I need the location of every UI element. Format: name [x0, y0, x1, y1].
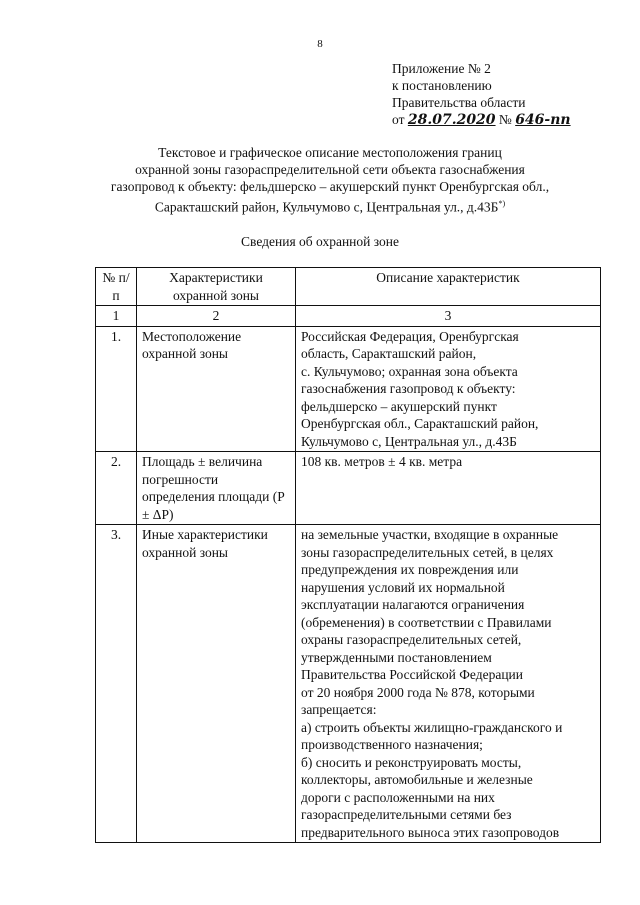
- appendix-number-label: №: [498, 112, 512, 127]
- desc-line: 108 кв. метров ± 4 кв. метра: [301, 454, 463, 469]
- title-line-4: [70, 195, 590, 216]
- table-row: [96, 452, 601, 525]
- table-row: [96, 525, 601, 843]
- col-number-2: 2: [137, 306, 296, 327]
- title-footnote-mark: *): [498, 199, 506, 208]
- appendix-line-date: [392, 111, 571, 129]
- desc-line: предупреждения их повреждения или: [301, 562, 519, 577]
- header-characteristics: Характеристики охранной зоны: [137, 268, 296, 306]
- desc-line: предварительного выноса этих газопроводов: [301, 824, 560, 840]
- header-description: Описание характеристик: [296, 268, 601, 306]
- desc-line: а) строить объекты жилищно-гражданского и: [301, 719, 563, 735]
- desc-line: производственного назначения;: [301, 737, 483, 752]
- desc-line: газораспределительными сетями без: [301, 807, 512, 822]
- appendix-from-label: от: [392, 112, 405, 127]
- row-desc: [296, 525, 601, 843]
- desc-line: зоны газораспределительных сетей, в целях: [301, 544, 554, 560]
- title-line-1: Текстовое и графическое описание местоположения границ: [158, 145, 502, 160]
- table-header-row: [96, 268, 601, 306]
- row-desc: [296, 452, 601, 525]
- desc-line: утвержденными постановлением: [301, 649, 492, 665]
- appendix-block: [392, 60, 571, 129]
- desc-line: б) сносить и реконструировать мосты,: [301, 754, 522, 770]
- col-number-1: 1: [96, 306, 137, 327]
- column-number-row: [96, 306, 601, 327]
- desc-line: (обременения) в соответствии с Правилами: [301, 614, 552, 630]
- title-line-4-text: Саракташский район, Кульчумово с, Центральная ул., д.43Б: [154, 199, 499, 215]
- desc-line: область, Саракташский район,: [301, 346, 477, 361]
- desc-line: коллекторы, автомобильные и железные: [301, 772, 533, 787]
- desc-line: нарушения условий их нормальной: [301, 579, 505, 595]
- title-line-2: охранной зоны газораспределительной сети объекта газоснабжения: [135, 162, 525, 177]
- title-line-3: газопровод к объекту: фельдшерско – акушерский пункт Оренбургская обл.,: [110, 179, 550, 194]
- desc-line: Оренбургская обл., Саракташский район,: [301, 416, 539, 431]
- appendix-line-2: к постановлению: [392, 78, 492, 93]
- row-name: Площадь ± величина погрешности определения площади (P ± ΔP): [137, 452, 296, 525]
- desc-line: от 20 ноября 2000 года № 878, которыми: [301, 684, 535, 700]
- row-name: Местоположение охранной зоны: [137, 326, 296, 452]
- appendix-line-1: Приложение № 2: [392, 61, 491, 76]
- row-num: 1.: [96, 326, 137, 452]
- page-number: 8: [317, 38, 323, 50]
- desc-line: Российская Федерация, Оренбургская: [301, 328, 519, 344]
- desc-line: запрещается:: [301, 702, 377, 717]
- appendix-number: 646-пп: [515, 112, 571, 128]
- desc-line: Кульчумово с, Центральная ул., д.43Б: [301, 433, 517, 449]
- row-num: 2.: [96, 452, 137, 525]
- col-number-3: 3: [296, 306, 601, 327]
- row-name: Иные характеристики охранной зоны: [137, 525, 296, 843]
- appendix-date: 28.07.2020: [407, 112, 496, 128]
- zone-info-table: [95, 267, 601, 843]
- desc-line: дороги с расположенными на них: [301, 789, 495, 805]
- desc-line: с. Кульчумово; охранная зона объекта: [301, 363, 518, 379]
- desc-line: эксплуатации налагаются ограничения: [301, 597, 525, 612]
- document-title: [70, 144, 590, 216]
- row-desc: [296, 326, 601, 452]
- header-num: № п/п: [96, 268, 137, 306]
- desc-line: охраны газораспределительных сетей,: [301, 632, 522, 647]
- appendix-line-3: Правительства области: [392, 95, 526, 110]
- desc-line: фельдшерско – акушерский пункт: [301, 398, 497, 414]
- desc-line: газоснабжения газопровод к объекту:: [301, 381, 516, 396]
- table-row: [96, 326, 601, 452]
- desc-line: на земельные участки, входящие в охранные: [301, 527, 559, 542]
- desc-line: Правительства Российской Федерации: [301, 667, 523, 682]
- section-subtitle: Сведения об охранной зоне: [241, 234, 399, 249]
- row-num: 3.: [96, 525, 137, 843]
